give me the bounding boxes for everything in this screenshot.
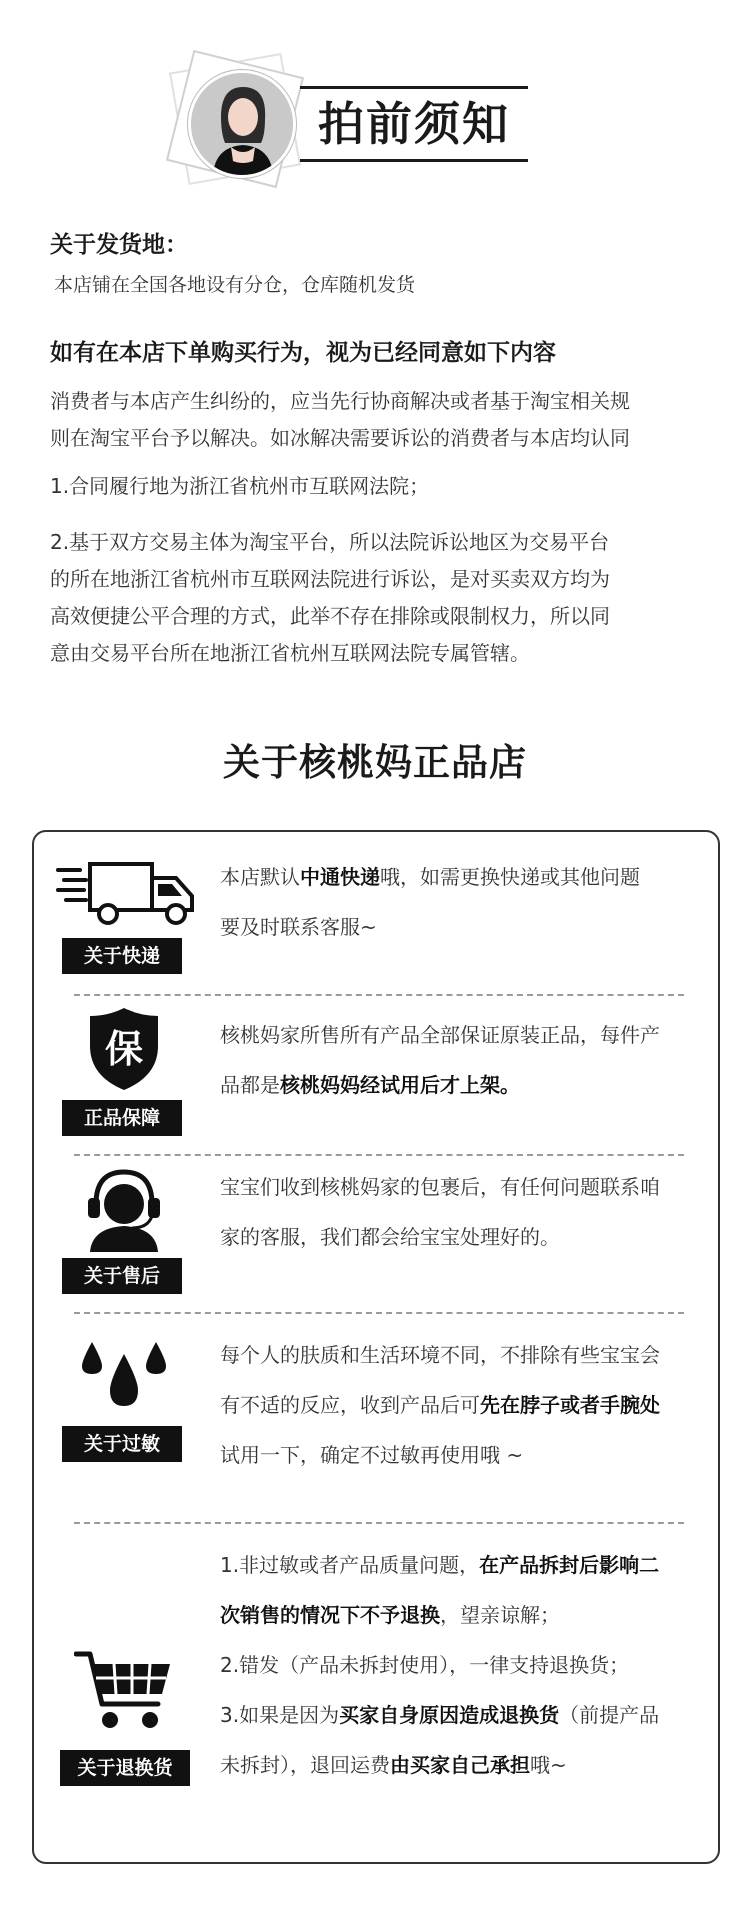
returns-highlight: 买家自身原因造成退换货 xyxy=(339,1703,560,1727)
allergy-line-3: 试用一下，确定不过敏再使用哦 ~ xyxy=(220,1443,524,1467)
agreement-paragraph xyxy=(50,383,710,457)
agreement-item-1: 1.合同履行地为浙江省杭州市互联网法院； xyxy=(50,474,430,498)
divider xyxy=(74,1522,684,1524)
returns-highlight: 次销售的情况下不予退换 xyxy=(220,1603,440,1627)
allergy-label: 关于过敏 xyxy=(62,1426,182,1462)
guarantee-highlight: 核桃妈妈经试用后才上架。 xyxy=(280,1073,520,1097)
header xyxy=(0,0,750,200)
agreement-item-2 xyxy=(50,524,710,672)
express-line-1: 本店默认中通快递哦，如需更换快递或其他问题 xyxy=(220,865,640,889)
guarantee-line-1: 核桃妈家所售所有产品全部保证原装正品，每件产 xyxy=(220,1023,660,1047)
headset-person-icon xyxy=(82,1166,166,1252)
agreement-line: 则在淘宝平台予以解决。如冰解决需要诉讼的消费者与本店均认同 xyxy=(50,426,630,450)
allergy-line-1: 每个人的肤质和生活环境不同，不排除有些宝宝会 xyxy=(220,1343,660,1367)
shield-badge-text: 保 xyxy=(104,1027,144,1071)
agreement-line: 2.基于双方交易主体为淘宝平台，所以法院诉讼地区为交易平台 xyxy=(50,530,610,554)
allergy-text xyxy=(220,1330,710,1480)
guarantee-label: 正品保障 xyxy=(62,1100,182,1136)
divider xyxy=(74,1154,684,1156)
page-title-text: 拍前须知 xyxy=(318,97,510,151)
agreement-line: 意由交易平台所在地浙江省杭州互联网法院专属管辖。 xyxy=(50,641,530,665)
agreement-line: 的所在地浙江省杭州市互联网法院进行诉讼，是对买卖双方均为 xyxy=(50,567,610,591)
allergy-highlight: 先在脖子或者手腕处 xyxy=(480,1393,660,1417)
guarantee-line-2: 品都是核桃妈妈经试用后才上架。 xyxy=(220,1073,520,1097)
aftersale-line-1: 宝宝们收到核桃妈家的包裹后，有任何问题联系咱 xyxy=(220,1175,660,1199)
water-drops-icon xyxy=(78,1340,168,1410)
allergy-line-2: 有不适的反应，收到产品后可先在脖子或者手腕处 xyxy=(220,1393,660,1417)
store-info-card xyxy=(32,830,720,1864)
aftersale-label: 关于售后 xyxy=(62,1258,182,1294)
returns-highlight: 在产品拆封后影响二 xyxy=(479,1553,660,1577)
returns-line-1: 1.非过敏或者产品质量问题，在产品拆封后影响二 xyxy=(220,1553,660,1577)
avatar xyxy=(188,70,296,178)
avatar-photo xyxy=(191,73,293,175)
aftersale-text xyxy=(220,1162,710,1262)
divider xyxy=(74,994,684,996)
returns-label: 关于退换货 xyxy=(60,1750,190,1786)
aftersale-line-2: 家的客服，我们都会给宝宝处理好的。 xyxy=(220,1225,560,1249)
guarantee-text xyxy=(220,1010,710,1110)
shopping-cart-icon xyxy=(74,1648,174,1732)
section-title: 关于核桃妈正品店 xyxy=(223,741,527,784)
page-title xyxy=(300,86,528,162)
returns-highlight: 由买家自己承担 xyxy=(390,1753,530,1777)
returns-line-3: 2.错发（产品未拆封使用），一律支持退换货； xyxy=(220,1653,630,1677)
divider xyxy=(74,1312,684,1314)
delivery-truck-icon xyxy=(56,858,206,928)
agreement-line: 高效便捷公平合理的方式，此举不存在排除或限制权力，所以同 xyxy=(50,604,610,628)
returns-text xyxy=(220,1540,710,1790)
agreement-heading: 如有在本店下单购买行为，视为已经同意如下内容 xyxy=(50,340,556,366)
express-highlight: 中通快递 xyxy=(300,865,380,889)
shield-icon xyxy=(88,1006,160,1092)
shipping-text: 本店铺在全国各地设有分仓，仓库随机发货 xyxy=(54,274,416,296)
agreement-line: 消费者与本店产生纠纷的，应当先行协商解决或者基于淘宝相关规 xyxy=(50,389,630,413)
express-label: 关于快递 xyxy=(62,938,182,974)
returns-line-5: 未拆封），退回运费由买家自己承担哦~ xyxy=(220,1753,567,1777)
express-text xyxy=(220,852,710,952)
express-line-2: 要及时联系客服~ xyxy=(220,915,377,939)
shipping-heading: 关于发货地： xyxy=(50,232,188,258)
returns-line-4: 3.如果是因为买家自身原因造成退换货（前提产品 xyxy=(220,1703,660,1727)
returns-line-2: 次销售的情况下不予退换，望亲谅解； xyxy=(220,1603,560,1627)
